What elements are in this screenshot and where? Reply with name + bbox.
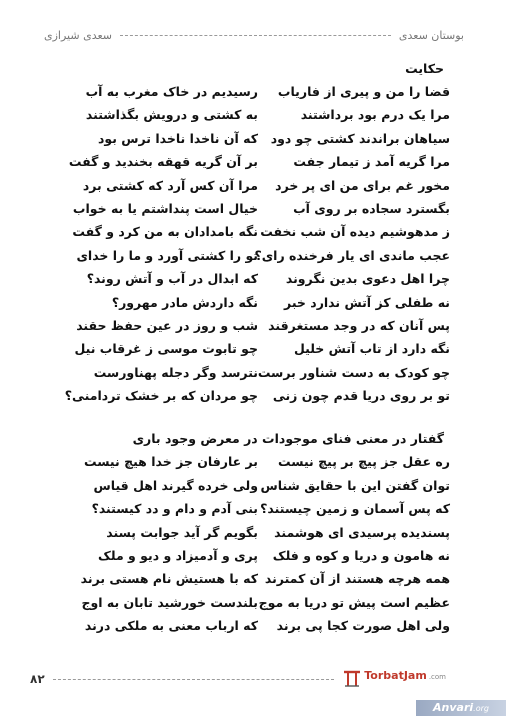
second-hemistich: نترسد وگر دجله پهناورست	[93, 364, 258, 380]
first-hemistich: نگه دارد از تاب آتش خلیل	[293, 341, 450, 357]
first-hemistich: مخور غم برای من ای پر خرد	[275, 177, 450, 193]
verse-line	[58, 384, 450, 407]
site-logo[interactable]	[342, 669, 446, 689]
verse-line	[58, 450, 450, 473]
watermark-badge	[416, 700, 506, 716]
verse-line	[58, 544, 450, 567]
verse-line	[58, 591, 450, 614]
discourse-verses	[58, 450, 450, 637]
author-name: سعدی شیرازی	[44, 28, 112, 42]
logo-text: TorbatJam	[364, 669, 427, 682]
first-hemistich: نه هامون و دریا و کوه و فلک	[272, 548, 450, 564]
first-hemistich: بگسترد سجاده بر روی آب	[293, 200, 450, 216]
story-title: حکایت	[405, 61, 444, 76]
verse-line	[58, 103, 450, 126]
page-number: ۸۲	[30, 672, 45, 686]
logo-suffix: .com	[428, 673, 446, 681]
first-hemistich: پس آنان که در وجد مستغرقند	[268, 317, 450, 333]
first-hemistich: مرا یک درم بود برداشتند	[300, 107, 450, 123]
discourse-title: گفتار در معنی فنای موجودات در معرض وجود باری	[132, 431, 444, 447]
verse-line	[58, 127, 450, 150]
second-hemistich: تو را کشتی آورد و ما را خدای	[76, 247, 258, 263]
second-hemistich: بر آن گریه قهقه بخندید و گفت	[68, 154, 258, 170]
page-header	[44, 26, 464, 44]
first-hemistich: مرا گریه آمد ز تیمار جفت	[293, 154, 450, 170]
first-hemistich: چو کودک به دست شناور برست	[257, 364, 450, 380]
verse-line	[58, 521, 450, 544]
verse-line	[58, 197, 450, 220]
first-hemistich: همه هرچه هستند از آن کمترند	[264, 571, 450, 587]
verse-line	[58, 361, 450, 384]
first-hemistich: که پس آسمان و زمین چیستند؟	[260, 501, 450, 517]
second-hemistich: بلندست خورشید تابان به اوج	[81, 594, 258, 610]
second-hemistich: که ابدال در آب و آتش روند؟	[86, 271, 258, 287]
first-hemistich: پسندیده پرسیدی ای هوشمند	[274, 524, 450, 540]
page-footer	[30, 668, 446, 690]
first-hemistich: تو بر روی دریا قدم چون زنی	[272, 388, 450, 404]
second-hemistich: بگویم گر آید جوابت پسند	[106, 524, 258, 540]
first-hemistich: قضا را من و پیری از فاریاب	[277, 84, 450, 99]
watermark-text: Anvari	[433, 701, 474, 714]
verse-line	[58, 497, 450, 520]
verse-line	[58, 314, 450, 337]
footer-divider	[53, 679, 335, 680]
verse-line	[58, 267, 450, 290]
poem-content	[58, 58, 450, 638]
story-verses	[58, 80, 450, 407]
first-hemistich: ز مدهوشیم دیده آن شب نخفت	[260, 224, 450, 240]
second-hemistich: چو مردان که بر خشک تردامنی؟	[64, 388, 258, 404]
second-hemistich: بنی آدم و دام و دد کیستند؟	[91, 501, 258, 517]
first-hemistich: عظیم است پیش تو دریا به موج	[258, 594, 450, 610]
verse-line	[58, 291, 450, 314]
verse-line	[58, 174, 450, 197]
first-hemistich: عجب ماندی ای یار فرخنده رای؟	[254, 247, 450, 263]
verse-line	[58, 244, 450, 267]
second-hemistich: مرا آن کس آرد که کشتی برد	[82, 177, 258, 193]
second-hemistich: نگه داردش مادر مهرور؟	[111, 294, 258, 310]
verse-line	[58, 337, 450, 360]
verse-line	[58, 474, 450, 497]
second-hemistich: که با هستیش نام هستی برند	[80, 571, 258, 587]
first-hemistich: ولی اهل صورت کجا پی برند	[276, 618, 450, 634]
book-title: بوستان سعدی	[398, 28, 464, 42]
watermark-suffix: .org	[473, 704, 489, 713]
second-hemistich: ولی خرده گیرند اهل قیاس	[93, 477, 258, 493]
second-hemistich: شب و روز در عین حفظ حقند	[76, 317, 258, 333]
first-hemistich: ره عقل جز پیچ بر پیچ نیست	[278, 454, 450, 470]
second-hemistich: که آن ناخدا ناخدا ترس بود	[97, 130, 258, 146]
second-hemistich: به کشتی و درویش بگذاشتند	[85, 107, 258, 123]
second-hemistich: نگه بامدادان به من کرد و گفت	[72, 224, 258, 240]
first-hemistich: چرا اهل دعوی بدین نگروند	[285, 271, 450, 287]
verse-line	[58, 80, 450, 103]
verse-line	[58, 567, 450, 590]
verse-line	[58, 150, 450, 173]
second-hemistich: رسیدیم در خاک مغرب به آب	[85, 84, 258, 99]
header-divider	[120, 35, 391, 36]
second-hemistich: که ارباب معنی به ملکی درند	[84, 618, 258, 634]
first-hemistich: سیاهان براندند کشتی چو دود	[270, 130, 450, 146]
first-hemistich: نه طفلی کز آتش ندارد خبر	[284, 294, 450, 310]
second-hemistich: پری و آدمیزاد و دیو و ملک	[98, 548, 258, 564]
torbatjam-logo-icon	[342, 669, 362, 689]
verse-line	[58, 220, 450, 243]
second-hemistich: بر عارفان جز خدا هیچ نیست	[83, 454, 258, 470]
first-hemistich: توان گفتن این با حقایق شناس	[260, 477, 450, 493]
second-hemistich: خیال است پنداشتم یا به خواب	[72, 200, 258, 216]
verse-line	[58, 614, 450, 637]
second-hemistich: چو تابوت موسی ز غرقاب نیل	[74, 341, 258, 357]
